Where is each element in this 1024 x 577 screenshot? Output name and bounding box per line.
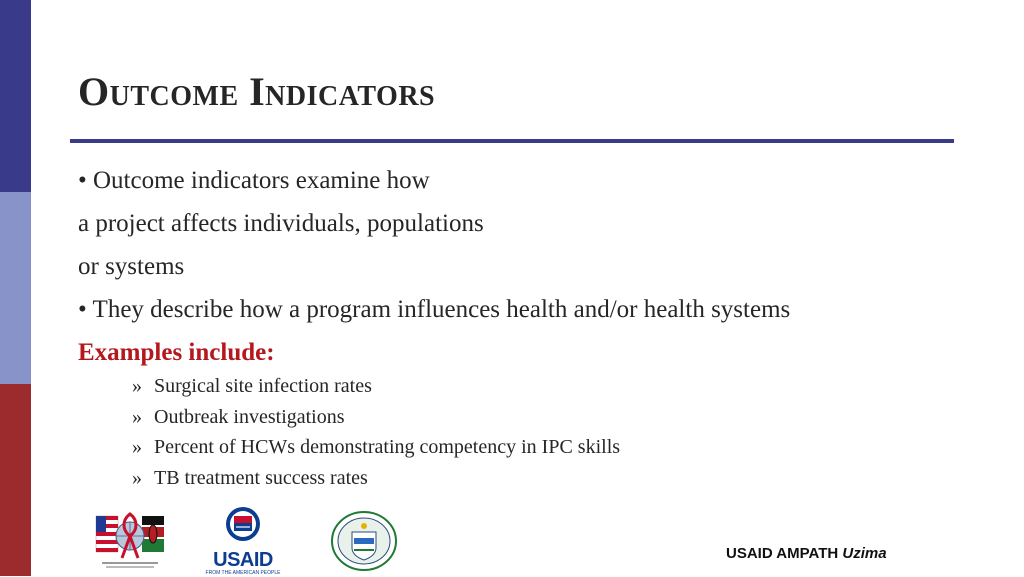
example-text: TB treatment success rates (154, 467, 368, 489)
example-text: Percent of HCWs demonstrating competency in IPC skills (154, 436, 621, 458)
bullet-line-3: or systems (78, 253, 185, 280)
example-item (132, 435, 620, 459)
footer-brand (726, 545, 887, 562)
example-text: Surgical site infection rates (154, 375, 372, 397)
example-marker: » (132, 436, 142, 458)
example-text: Outbreak investigations (154, 406, 345, 428)
example-marker: » (132, 375, 142, 397)
slide-title: Outcome Indicators (78, 69, 436, 114)
title-divider (70, 139, 954, 143)
example-marker: » (132, 467, 142, 489)
usaid-seal-icon (200, 506, 286, 546)
example-item (132, 374, 372, 398)
example-item (132, 466, 368, 490)
example-marker: » (132, 406, 142, 428)
footer-brand-italic: Uzima (842, 545, 887, 562)
sidebar-band-bottom (0, 384, 31, 576)
examples-heading: Examples include: (78, 339, 275, 366)
usaid-tagline: FROM THE AMERICAN PEOPLE (205, 570, 281, 576)
usaid-logo (200, 506, 286, 576)
sidebar-band-top (0, 0, 31, 192)
usaid-wordmark: USAID (213, 549, 273, 571)
sidebar-band-middle (0, 192, 31, 384)
flags-ribbon-logo (92, 506, 168, 572)
bullet-line-4: • They describe how a program influences health and/or health systems (78, 296, 791, 323)
ministry-seal-logo (330, 510, 398, 572)
bullet-line-2: a project affects individuals, populations (78, 210, 484, 237)
footer-brand-main: USAID AMPATH (726, 545, 839, 562)
example-item (132, 405, 345, 429)
bullet-line-1: • Outcome indicators examine how (78, 167, 430, 194)
